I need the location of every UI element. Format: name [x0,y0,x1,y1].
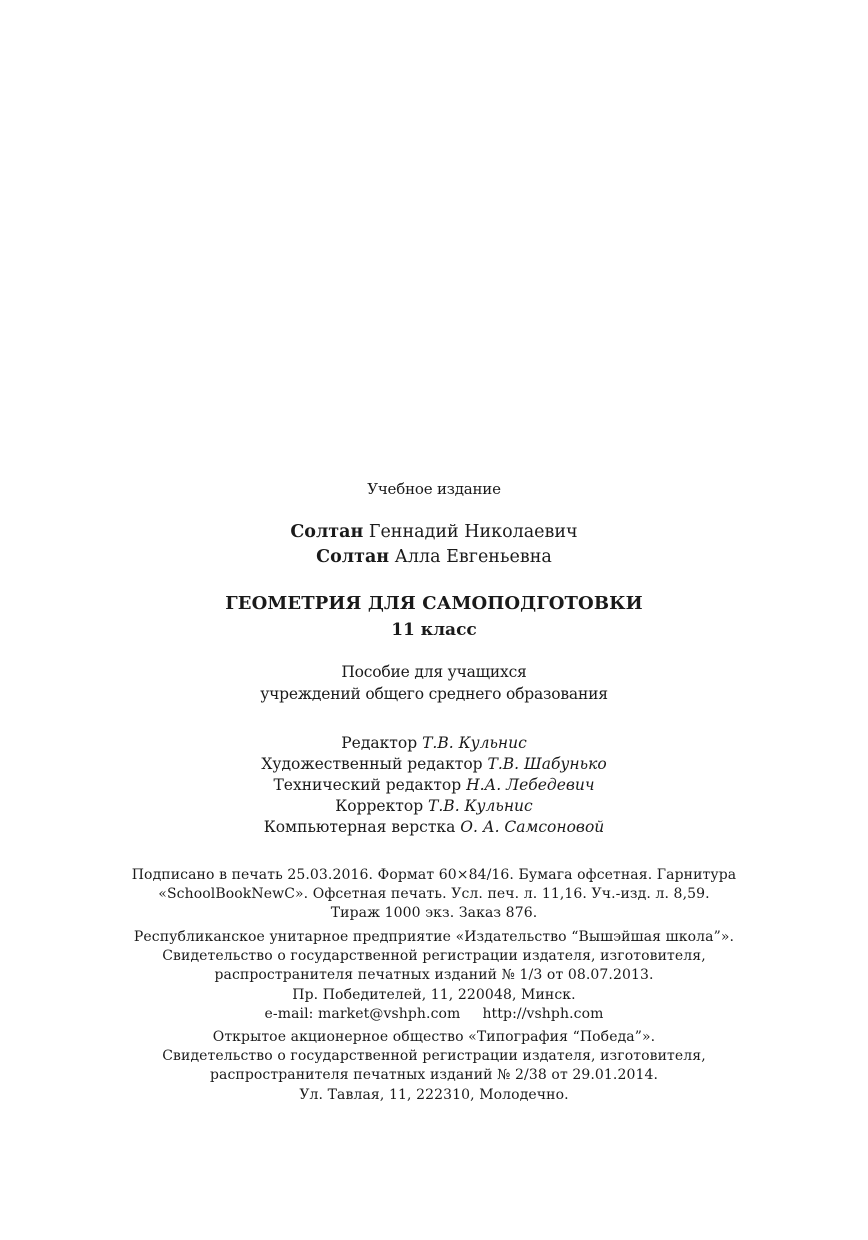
printer-line-4: Ул. Тавлая, 11, 222310, Молодечно. [299,1086,569,1103]
book-title [0,590,868,618]
printer-line-3: распространителя печатных изданий № 2/38 от 29.01.2014. [209,1067,659,1084]
credit-person: О. А. Самсоновой [460,818,605,836]
printer-line-1: Открытое акционерное общество «Типография “Победа”». [212,1029,656,1045]
print-info-line-2: «SchoolBookNewC». Офсетная печать. Усл. печ. л. 11,16. Уч.-изд. л. 8,59. [158,886,710,903]
print-info-line-1: Подписано в печать 25.03.2016. Формат 60×84/16. Бумага офсетная. Гарнитура [131,867,737,883]
credit-tech-editor [0,775,868,796]
book-purpose [0,661,868,705]
publisher-contacts [0,1005,868,1024]
publisher-line-3: распространителя печатных изданий № 1/3 от 08.07.2013. [214,967,654,984]
credit-role: Художественный редактор [261,755,488,773]
credit-editor [0,733,868,754]
publisher-line-4: Пр. Победителей, 11, 220048, Минск. [292,986,576,1003]
credit-person: Т.В. Шабунько [487,755,607,773]
publisher-email: e-mail: market@vshph.com [264,1005,461,1022]
edition-type-text: Учебное издание [367,480,501,498]
book-subtitle-text: 11 класс [391,620,477,640]
credit-layout [0,817,868,838]
printer-info [0,1028,868,1105]
author-1-surname: Солтан [290,522,364,542]
book-title-text: ГЕОМЕТРИЯ ДЛЯ САМОПОДГОТОВКИ [225,593,643,614]
credit-role: Компьютерная верстка [263,818,461,836]
credit-role: Редактор [341,734,423,752]
credit-person: Т.В. Кульнис [428,797,533,815]
printer-line-2: Свидетельство о государственной регистрации издателя, изготовителя, [162,1048,706,1065]
publisher-website: http://vshph.com [482,1005,604,1022]
credit-art-editor [0,754,868,775]
book-subtitle [0,620,868,640]
author-2-given: Алла Евгеньевна [389,547,552,567]
author-2 [0,545,868,570]
credit-role: Технический редактор [273,776,467,794]
publisher-line-2: Свидетельство о государственной регистрации издателя, изготовителя, [162,948,706,965]
author-1-given: Геннадий Николаевич [363,522,578,542]
publisher-line-1: Республиканское унитарное предприятие «Издательство “Вышэйшая школа”». [133,929,735,945]
print-info [0,866,868,924]
credits-block [0,733,868,838]
purpose-line-1: Пособие для учащихся [341,663,527,681]
authors-block [0,520,868,570]
credit-role: Корректор [335,797,429,815]
credit-person: Т.В. Кульнис [422,734,527,752]
print-info-line-3: Тираж 1000 экз. Заказ 876. [330,905,538,922]
credit-person: Н.А. Лебедевич [466,776,595,794]
credit-proofreader [0,796,868,817]
purpose-line-2: учреждений общего среднего образования [260,685,608,703]
author-2-surname: Солтан [316,547,390,567]
publisher-info [0,928,868,1024]
edition-type [0,480,868,498]
author-1 [0,520,868,545]
